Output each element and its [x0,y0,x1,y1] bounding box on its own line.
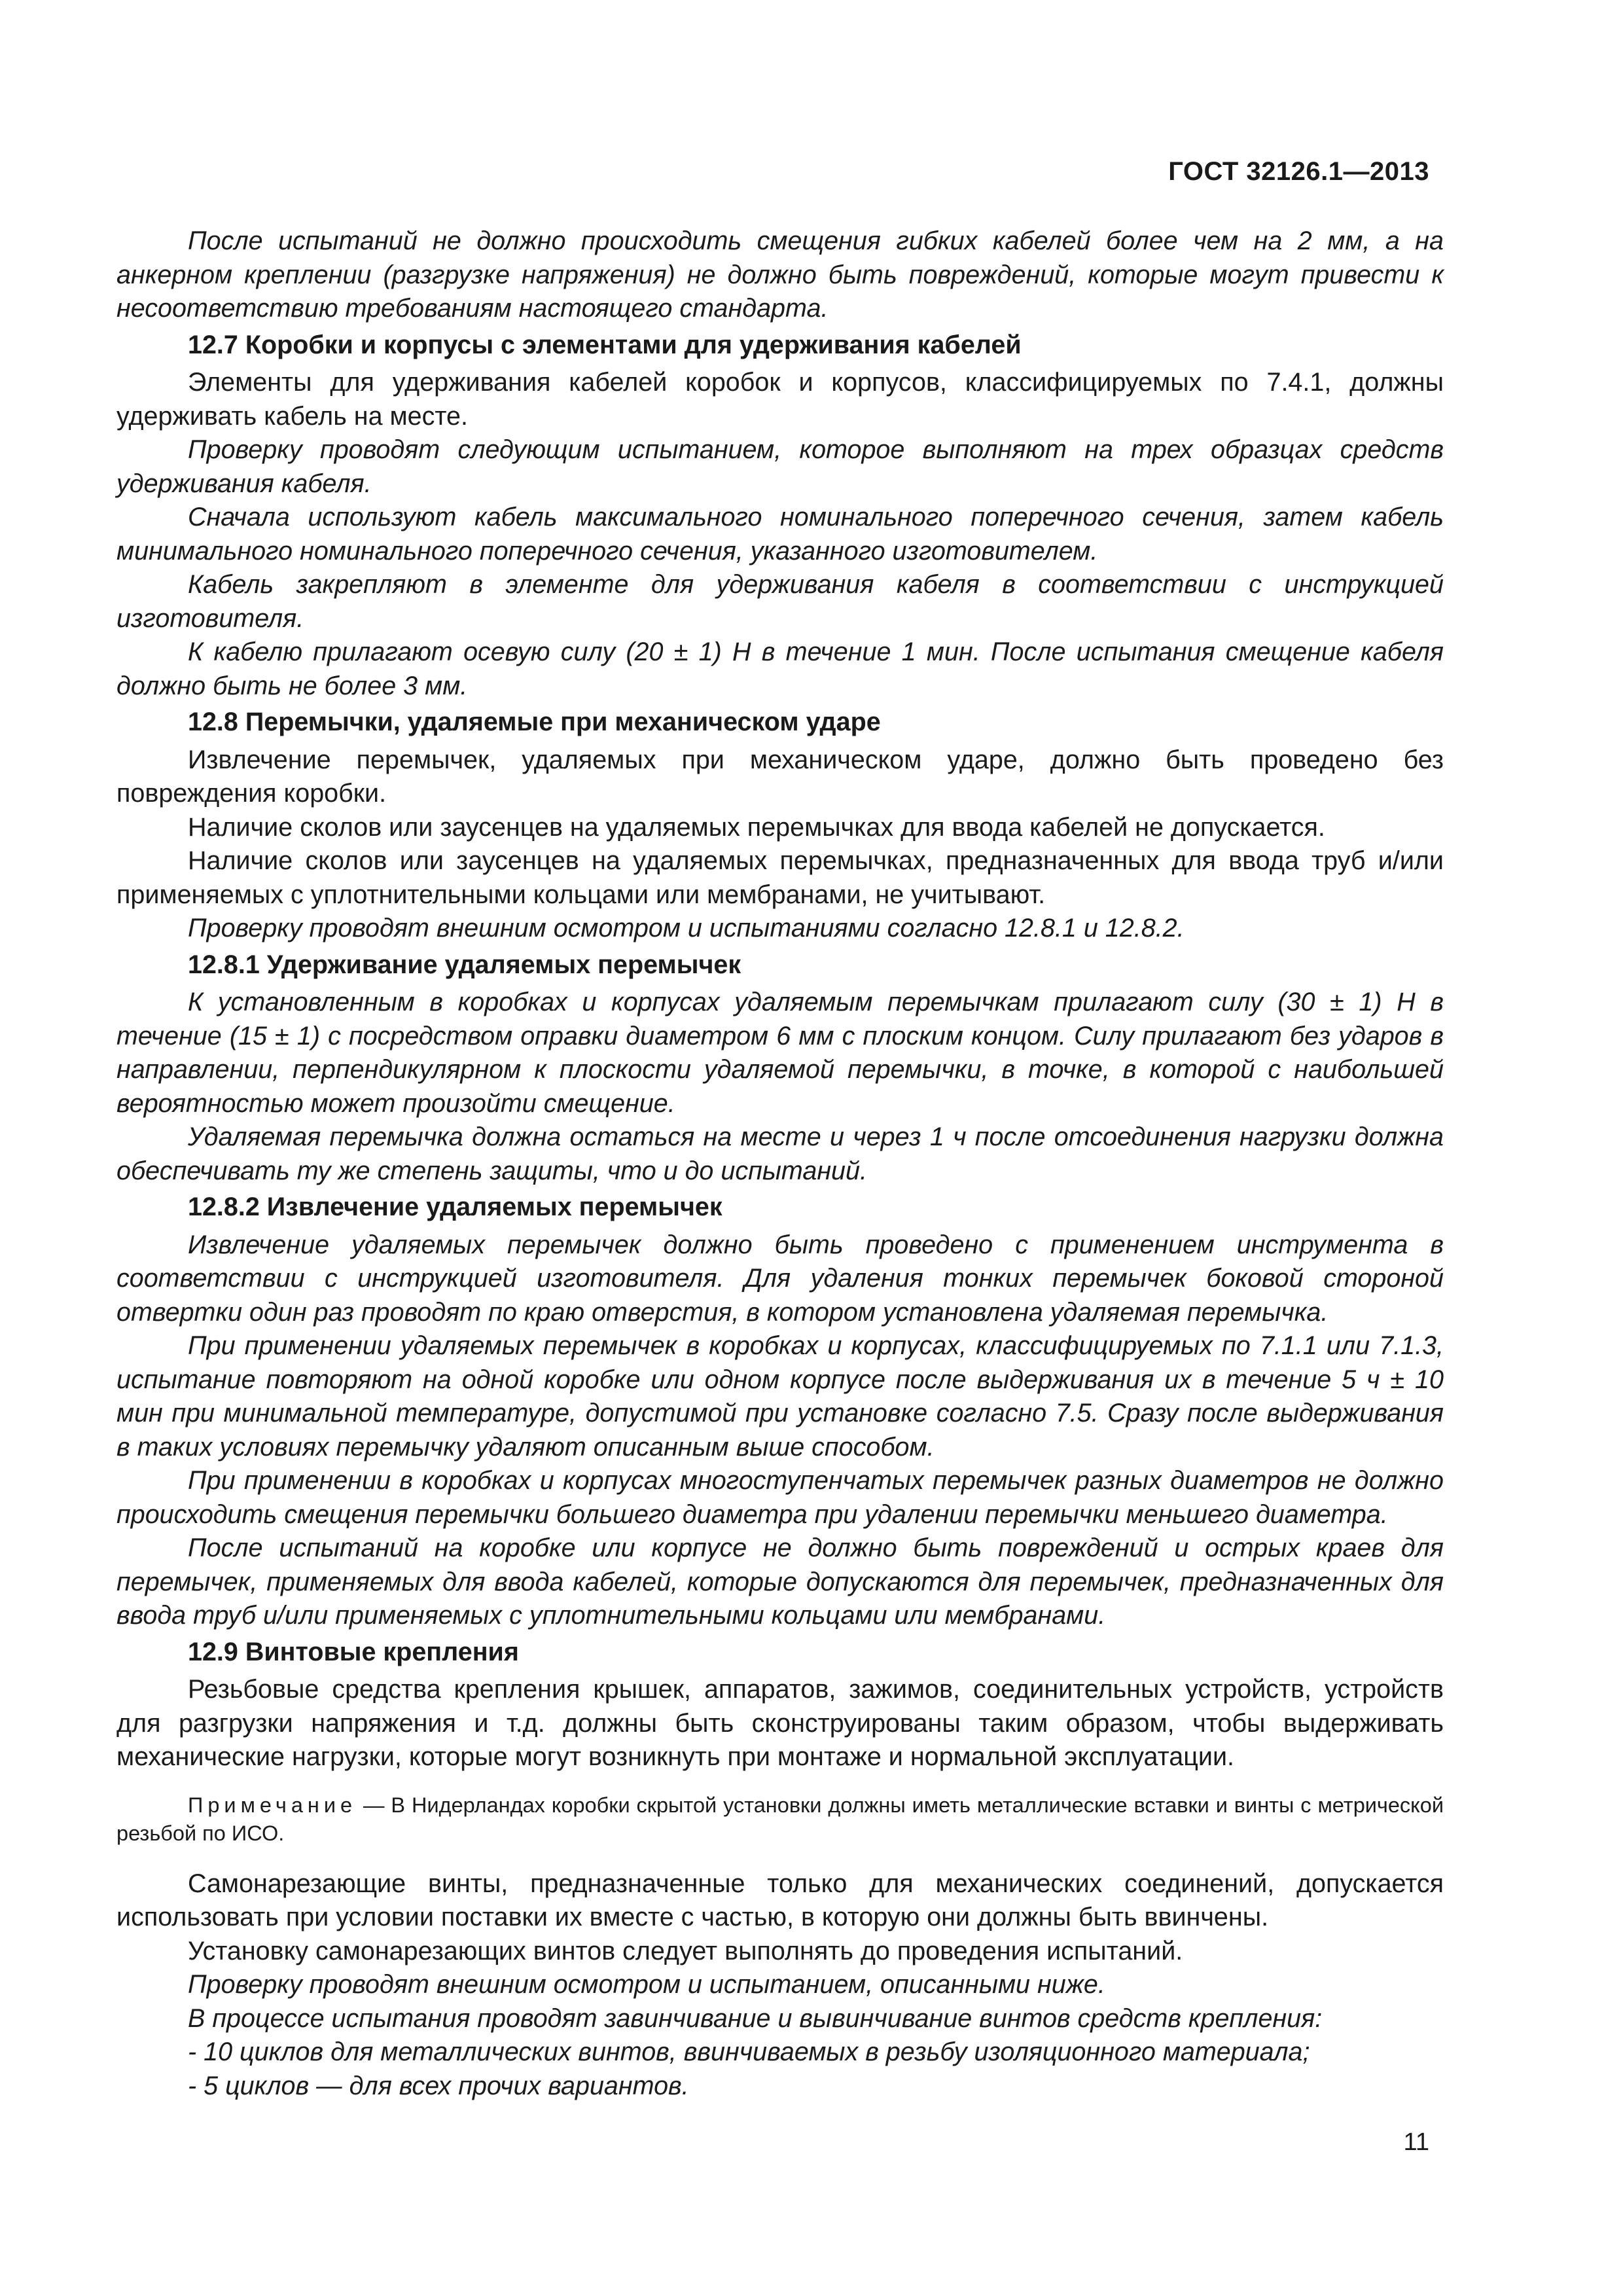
note [116,1791,1444,1848]
document-body [116,224,1444,2103]
paragraph: Наличие сколов или заусенцев на удаляемых перемычках для ввода кабелей не допускается. [188,812,1325,842]
paragraph: Установку самонарезающих винтов следует выполнять до проведения испытаний. [188,1936,1183,1965]
paragraph: Кабель закрепляют в элементе для удерживания кабеля в соответствии с инструкцией изготовителя. [116,570,1444,633]
page-number: 11 [1403,2128,1429,2156]
paragraph: Резьбовые средства крепления крышек, аппаратов, зажимов, соединительных устройств, устройств для разгрузки напряжения и т.д. должны быть сконструированы таким образом, чтобы выдерживать механические нагрузки, которые могут возникнуть при монтаже и нормальной эксплуатации. [116,1675,1444,1771]
paragraph: При применении в коробках и корпусах многоступенчатых перемычек разных диаметров не должно происходить смещения перемычки большего диаметра при удалении перемычки меньшего диаметра. [116,1466,1444,1529]
note-text: — В Нидерландах коробки скрытой установки должны иметь металлические вставки и винты с метрической резьбой по ИСО. [116,1793,1444,1845]
paragraph: Наличие сколов или заусенцев на удаляемых перемычках, предназначенных для ввода труб и/или применяемых с уплотнительными кольцами или мембранами, не учитывают. [116,846,1444,909]
paragraph: После испытаний на коробке или корпусе не должно быть повреждений и острых краев для перемычек, применяемых для ввода кабелей, которые допускаются для перемычек, предназначенных для ввода труб и/или применяемых с уплотнительными кольцами или мембранами. [116,1534,1444,1630]
paragraph: Извлечение удаляемых перемычек должно быть проведено с применением инструмента в соответствии с инструкцией изготовителя. Для удаления тонких перемычек боковой стороной отвертки один раз проводят по краю отверстия, в котором установлена удаляемая перемычка. [116,1230,1444,1327]
paragraph: При применении удаляемых перемычек в коробках и корпусах, классифицируемых по 7.1.1 или 7.1.3, испытание повторяют на одной коробке или одном корпусе после выдерживания их в течение 5 ч ± 10 мин при минимальной температуре, допустимой при установке согласно 7.5. Сразу после выдерживания в таких условиях перемычку удаляют описанным выше способом. [116,1331,1444,1462]
paragraph: Сначала используют кабель максимального номинального поперечного сечения, затем кабель минимального номинального поперечного сечения, указанного изготовителем. [116,503,1444,565]
paragraph: Удаляемая перемычка должна остаться на месте и через 1 ч после отсоединения нагрузки должна обеспечивать ту же степень защиты, что и до испытаний. [116,1122,1444,1185]
paragraph: Проверку проводят следующим испытанием, которое выполняют на трех образцах средств удерживания кабеля. [116,435,1444,498]
note-label: Примечание [188,1793,357,1817]
paragraph: Проверку проводят внешним осмотром и испытанием, описанными ниже. [188,1970,1105,1999]
section-heading-12-8-1: 12.8.1 Удерживание удаляемых перемычек [188,950,741,979]
paragraph: Самонарезающие винты, предназначенные только для механических соединений, допускается использовать при условии поставки их вместе с частью, в которую они должны быть ввинчены. [116,1869,1444,1931]
document-header: ГОСТ 32126.1—2013 [1168,157,1429,186]
list-item: - 10 циклов для металлических винтов, ввинчиваемых в резьбу изоляционного материала; [188,2037,1310,2066]
paragraph: Проверку проводят внешним осмотром и испытаниями согласно 12.8.1 и 12.8.2. [188,914,1185,942]
paragraph: После испытаний не должно происходить смещения гибких кабелей более чем на 2 мм, а на анкерном креплении (разгрузке напряжения) не должно быть повреждений, которые могут привести к несоответствию требованиям настоящего стандарта. [116,226,1444,323]
section-heading-12-8-2: 12.8.2 Извлечение удаляемых перемычек [188,1193,722,1221]
section-heading-12-8: 12.8 Перемычки, удаляемые при механическом ударе [188,708,881,736]
paragraph: Элементы для удерживания кабелей коробок и корпусов, классифицируемых по 7.4.1, должны удерживать кабель на месте. [116,368,1444,431]
paragraph: Извлечение перемычек, удаляемых при механическом ударе, должно быть проведено без повреждения коробки. [116,745,1444,808]
paragraph: К установленным в коробках и корпусах удаляемым перемычкам прилагают силу (30 ± 1) Н в течение (15 ± 1) с посредством оправки диаметром 6 мм с плоским концом. Силу прилагают без ударов в направлении, перпендикулярном к плоскости удаляемой перемычки, в точке, в которой с наибольшей вероятностью может произойти смещение. [116,988,1444,1118]
section-heading-12-9: 12.9 Винтовые крепления [188,1637,519,1666]
paragraph: В процессе испытания проводят завинчивание и вывинчивание винтов средств крепления: [188,2003,1323,2033]
paragraph: К кабелю прилагают осевую силу (20 ± 1) Н в течение 1 мин. После испытания смещение кабеля должно быть не более 3 мм. [116,637,1444,700]
list-item: - 5 циклов — для всех прочих вариантов. [188,2071,689,2100]
section-heading-12-7: 12.7 Коробки и корпусы с элементами для удерживания кабелей [188,330,1022,359]
